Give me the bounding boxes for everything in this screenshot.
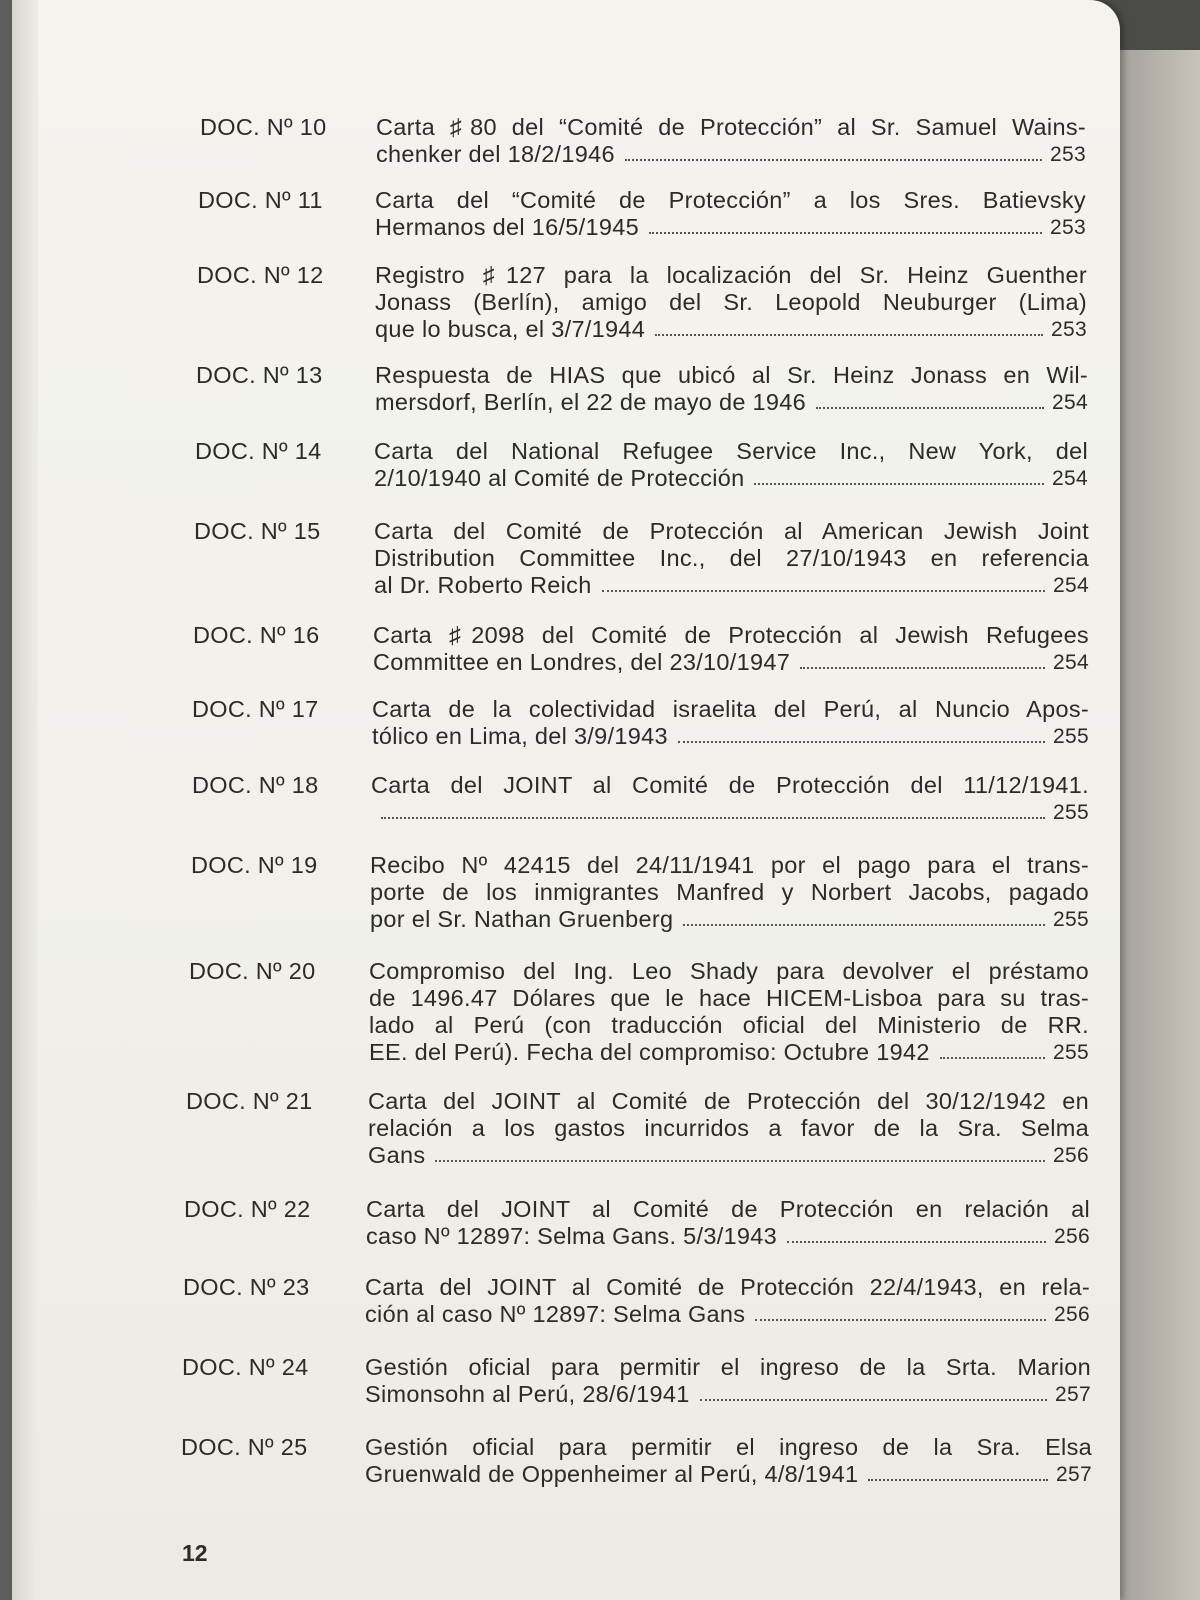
description-line: Respuesta de HIAS que ubicó al Sr. Heinz Jonass en Wil- [375,362,1088,388]
page-reference: 255 [1053,725,1089,748]
doc-description [369,958,1089,1066]
page-reference: 256 [1054,1225,1090,1248]
page-reference: 257 [1056,1463,1092,1486]
doc-number: DOC. Nº 23 [183,1274,310,1300]
page-reference: 254 [1052,467,1088,490]
description-last-line [365,1301,1090,1328]
doc-number: DOC. Nº 16 [193,622,320,648]
doc-description [370,852,1089,933]
description-line: lado al Perú (con traducción oficial del Ministerio de RR. [369,1012,1089,1038]
page-reference: 253 [1050,143,1086,166]
description-line: caso Nº 12897: Selma Gans. 5/3/1943 [366,1223,777,1249]
doc-description [375,187,1086,241]
description-line: al Dr. Roberto Reich [374,572,592,598]
dot-leader [381,816,1045,819]
doc-description [365,1274,1090,1328]
doc-number: DOC. Nº 12 [197,262,324,288]
description-line: Carta de la colectividad israelita del Perú, al Nuncio Apos- [372,696,1089,722]
description-line: Carta del JOINT al Comité de Protección 22/4/1943, en rela- [365,1274,1090,1300]
description-line: de 1496.47 Dólares que le hace HICEM-Lisboa para su tras- [369,985,1089,1011]
page-reference: 257 [1055,1383,1091,1406]
description-last-line [370,906,1089,933]
description-last-line [368,1142,1089,1169]
page-reference: 255 [1053,801,1089,824]
page-reference: 255 [1053,908,1089,931]
description-last-line [376,141,1086,168]
description-line: que lo busca, el 3/7/1944 [375,316,646,342]
description-last-line [371,799,1089,826]
dot-leader [649,231,1042,234]
description-line: Compromiso del Ing. Leo Shady para devolver el préstamo [369,958,1089,984]
dot-leader [435,1159,1045,1162]
description-last-line [373,649,1089,676]
description-line: Gestión oficial para permitir el ingreso de la Sra. Elsa [365,1434,1092,1460]
description-last-line [366,1223,1090,1250]
dot-leader [625,158,1042,161]
description-line: Carta ♯2098 del Comité de Protección al Jewish Refugees [373,622,1089,648]
description-line: EE. del Perú). Fecha del compromiso: Octubre 1942 [369,1039,930,1065]
page-reference: 254 [1053,574,1089,597]
doc-number: DOC. Nº 17 [192,696,319,722]
description-last-line [365,1461,1092,1488]
page-reference: 255 [1053,1041,1089,1064]
description-line: Carta ♯80 del “Comité de Protección” al Sr. Samuel Wains- [376,114,1086,140]
doc-number: DOC. Nº 21 [186,1088,313,1114]
page-reference: 256 [1054,1303,1090,1326]
page-number: 12 [182,1540,208,1566]
description-line: Carta del “Comité de Protección” a los Sres. Batievsky [375,187,1086,213]
dot-leader [602,589,1045,592]
page-reference: 253 [1051,318,1087,341]
description-line: 2/10/1940 al Comité de Protección [374,465,745,491]
doc-number: DOC. Nº 24 [182,1354,309,1380]
description-line: tólico en Lima, del 3/9/1943 [372,723,668,749]
doc-description [372,696,1089,750]
page-gutter [12,0,38,1600]
description-line: Carta del National Refugee Service Inc., New York, del [374,438,1088,464]
dot-leader [655,333,1043,336]
description-line: Gestión oficial para permitir el ingreso de la Srta. Marion [365,1354,1091,1380]
description-line: Carta del JOINT al Comité de Protección del 11/12/1941. [371,772,1089,798]
doc-description [375,362,1088,416]
description-line: Hermanos del 16/5/1945 [375,214,639,240]
doc-number: DOC. Nº 14 [195,438,322,464]
doc-number: DOC. Nº 18 [192,772,319,798]
book-page [12,0,1120,1600]
description-line: Gruenwald de Oppenheimer al Perú, 4/8/1941 [365,1461,859,1487]
dot-leader [754,482,1044,485]
description-last-line [372,723,1089,750]
dot-leader [678,740,1045,743]
description-line: Committee en Londres, del 23/10/1947 [373,649,791,675]
dot-leader [700,1398,1047,1401]
doc-description [366,1196,1090,1250]
description-line: Distribution Committee Inc., del 27/10/1943 en referencia [374,545,1089,571]
dot-leader [940,1056,1045,1059]
description-line: Jonass (Berlín), amigo del Sr. Leopold Neuburger (Lima) [375,289,1087,315]
doc-number: DOC. Nº 11 [198,187,323,213]
doc-description [368,1088,1089,1169]
doc-number: DOC. Nº 13 [196,362,323,388]
description-line: por el Sr. Nathan Gruenberg [370,906,674,932]
doc-number: DOC. Nº 20 [189,958,316,984]
description-line: Carta del Comité de Protección al American Jewish Joint [374,518,1089,544]
dot-leader [755,1318,1046,1321]
description-line: porte de los inmigrantes Manfred y Norbert Jacobs, pagado [370,879,1089,905]
doc-number: DOC. Nº 22 [184,1196,311,1222]
doc-number: DOC. Nº 25 [181,1434,308,1460]
page-reference: 254 [1053,651,1089,674]
description-last-line [365,1381,1091,1408]
doc-description [374,438,1088,492]
doc-description [365,1434,1092,1488]
description-last-line [375,316,1087,343]
description-line: Simonsohn al Perú, 28/6/1941 [365,1381,690,1407]
description-line: relación a los gastos incurridos a favor de la Sra. Selma [368,1115,1089,1141]
description-line: chenker del 18/2/1946 [376,141,615,167]
page-reference: 254 [1052,391,1088,414]
dot-leader [787,1240,1046,1243]
doc-description [373,622,1089,676]
doc-description [376,114,1086,168]
dot-leader [683,923,1045,926]
doc-number: DOC. Nº 15 [194,518,321,544]
description-line: Gans [368,1142,426,1168]
page-reference: 256 [1053,1144,1089,1167]
description-line: Recibo Nº 42415 del 24/11/1941 por el pago para el trans- [370,852,1089,878]
description-last-line [374,572,1089,599]
description-last-line [375,389,1088,416]
doc-description [374,518,1089,599]
dot-leader [800,666,1045,669]
doc-description [371,772,1089,826]
dot-leader [816,406,1044,409]
description-line: Carta del JOINT al Comité de Protección en relación al [366,1196,1090,1222]
doc-number: DOC. Nº 19 [191,852,318,878]
description-line: Carta del JOINT al Comité de Protección del 30/12/1942 en [368,1088,1089,1114]
doc-description [365,1354,1091,1408]
description-line: mersdorf, Berlín, el 22 de mayo de 1946 [375,389,807,415]
dot-leader [868,1478,1048,1481]
description-last-line [374,465,1088,492]
page-reference: 253 [1050,216,1086,239]
doc-description [375,262,1087,343]
description-line: Registro ♯127 para la localización del Sr. Heinz Guenther [375,262,1087,288]
description-last-line [375,214,1086,241]
description-last-line [369,1039,1089,1066]
doc-number: DOC. Nº 10 [200,114,327,140]
description-line: ción al caso Nº 12897: Selma Gans [365,1301,746,1327]
